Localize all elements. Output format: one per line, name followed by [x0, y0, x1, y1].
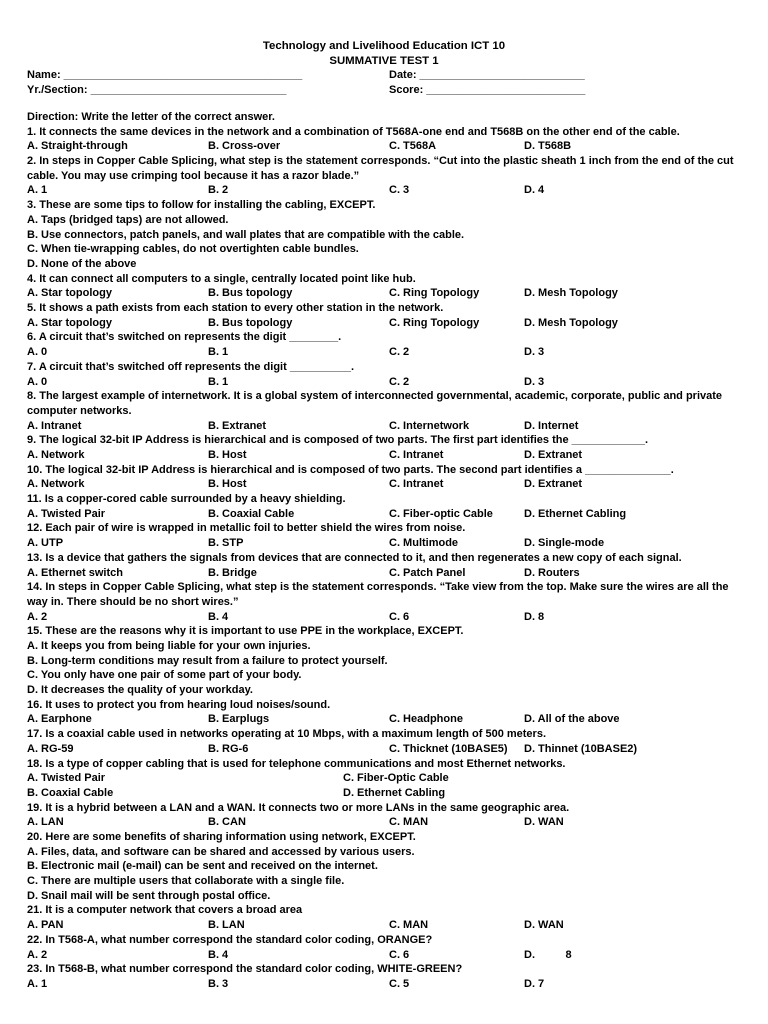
question-text: 3. These are some tips to follow for installing the cabling, EXCEPT.	[27, 199, 376, 212]
answer-options	[27, 948, 747, 963]
question-block	[27, 521, 747, 550]
answer-option: D. It decreases the quality of your workday.	[27, 684, 253, 697]
answer-options	[27, 419, 747, 434]
question-block	[27, 698, 747, 727]
date-field: Date: ___________________________	[389, 69, 585, 81]
answer-option: D. T568B	[524, 140, 572, 153]
answer-option: B. 4	[208, 948, 229, 961]
answer-option: D. WAN	[524, 919, 564, 932]
document-subtitle: SUMMATIVE TEST 1	[329, 54, 439, 67]
question-block	[27, 580, 747, 624]
question-text: 2. In steps in Copper Cable Splicing, what step is the statement corresponds. “Cut into the plastic sheath 1 inch from the end of the cut cable. You may use crimping tool because it has a razor blade.”	[27, 155, 734, 182]
answer-option: D. Ethernet Cabling	[343, 786, 446, 799]
answer-option: C. Intranet	[389, 478, 444, 491]
answer-option: C. T568A	[389, 140, 437, 153]
answer-option: D. All of the above	[524, 713, 620, 726]
question-text: 9. The logical 32-bit IP Address is hierarchical and is composed of two parts. The first part identifies the ____________.	[27, 434, 649, 447]
question-text: 22. In T568-A, what number correspond the standard color coding, ORANGE?	[27, 933, 433, 946]
answer-options	[27, 139, 747, 154]
answer-option: C. You only have one pair of some part of your body.	[27, 669, 302, 682]
answer-option: D. Snail mail will be sent through postal office.	[27, 889, 271, 902]
answer-option: C. Internetwork	[389, 419, 470, 432]
answer-option: A. Taps (bridged taps) are not allowed.	[27, 213, 229, 226]
answer-option: B. Bridge	[208, 566, 257, 579]
answer-options	[27, 771, 747, 786]
score-field: Score: __________________________	[389, 84, 586, 96]
answer-option: C. 2	[389, 375, 410, 388]
answer-options	[27, 345, 747, 360]
answer-option: D. WAN	[524, 816, 564, 829]
answer-option: A. 2	[27, 948, 48, 961]
answer-option: C. 6	[389, 610, 410, 623]
name-field: Name: _______________________________________	[27, 69, 303, 81]
answer-option: A. PAN	[27, 919, 64, 932]
question-block	[27, 801, 747, 830]
answer-options	[27, 183, 747, 198]
answer-options	[27, 712, 747, 727]
question-block	[27, 389, 747, 433]
questions-container	[27, 110, 747, 992]
question-text: 10. The logical 32-bit IP Address is hierarchical and is composed of two parts. The second part identifies a ______________.	[27, 463, 674, 476]
answer-option: A. 1	[27, 977, 48, 990]
answer-option: A. Star topology	[27, 287, 112, 300]
answer-option: B. 1	[208, 346, 229, 359]
answer-option: C. Ring Topology	[389, 287, 480, 300]
question-text: 7. A circuit that’s switched off represents the digit __________.	[27, 360, 355, 373]
answer-options	[27, 477, 747, 492]
answer-option: D. 4	[524, 184, 545, 197]
question-block	[27, 198, 747, 271]
question-text: 8. The largest example of internetwork. It is a global system of interconnected governmental, academic, corporate, public and private computer networks.	[27, 390, 723, 417]
answer-option: A. Intranet	[27, 419, 82, 432]
answer-option: B. Host	[208, 478, 247, 491]
question-text: 4. It can connect all computers to a single, centrally located point like hub.	[27, 272, 416, 285]
answer-option: A. Network	[27, 448, 85, 461]
question-block	[27, 962, 747, 991]
answer-option: A. It keeps you from being liable for your own injuries.	[27, 640, 311, 653]
answer-options	[27, 566, 747, 581]
question-text: 16. It uses to protect you from hearing loud noises/sound.	[27, 698, 331, 711]
answer-options	[27, 316, 747, 331]
question-block	[27, 624, 747, 697]
answer-option: A. Files, data, and software can be shared and accessed by various users.	[27, 845, 415, 858]
answer-option: B. Earplugs	[208, 713, 270, 726]
answer-option: C. When tie-wrapping cables, do not overtighten cable bundles.	[27, 243, 359, 256]
question-text: 6. A circuit that’s switched on represents the digit ________.	[27, 331, 342, 344]
answer-option: A. UTP	[27, 537, 64, 550]
question-block	[27, 154, 747, 198]
answer-option: C. Multimode	[389, 537, 459, 550]
question-text: 14. In steps in Copper Cable Splicing, what step is the statement corresponds. “Take view from the top. Make sure the wires are all the way in. There should be no short wires.”	[27, 581, 729, 608]
answer-option: D. 7	[524, 977, 545, 990]
answer-option: D. Mesh Topology	[524, 287, 618, 300]
answer-option: C. Intranet	[389, 448, 444, 461]
answer-option: A. Twisted Pair	[27, 772, 106, 785]
answer-option: C. 6	[389, 948, 410, 961]
answer-option: B. Host	[208, 448, 247, 461]
answer-option: C. 5	[389, 977, 410, 990]
answer-option: C. Ring Topology	[389, 316, 480, 329]
question-block	[27, 433, 747, 462]
answer-options	[27, 786, 747, 801]
answer-option: A. 1	[27, 184, 48, 197]
answer-option: D. Extranet	[524, 478, 583, 491]
answer-option: D. Thinnet (10BASE2)	[524, 742, 638, 755]
answer-option: C. MAN	[389, 919, 429, 932]
question-block	[27, 757, 747, 801]
answer-option: A. 2	[27, 610, 48, 623]
answer-options	[27, 977, 747, 992]
answer-options	[27, 815, 747, 830]
answer-option: C. There are multiple users that collaborate with a single file.	[27, 875, 345, 888]
question-text: 13. Is a device that gathers the signals from devices that are connected to it, and then regenerates a new copy of each signal.	[27, 551, 682, 564]
answer-option: A. Twisted Pair	[27, 507, 106, 520]
question-text: 12. Each pair of wire is wrapped in metallic foil to better shield the wires from noise.	[27, 522, 466, 535]
answer-option: B. Electronic mail (e-mail) can be sent and received on the internet.	[27, 860, 378, 873]
answer-option: A. RG-59	[27, 742, 74, 755]
answer-option: C. Thicknet (10BASE5)	[389, 742, 508, 755]
answer-option: A. Straight-through	[27, 140, 128, 153]
question-text: 23. In T568-B, what number correspond the standard color coding, WHITE-GREEN?	[27, 963, 463, 976]
answer-option: B. Coaxial Cable	[27, 786, 114, 799]
answer-option: A. LAN	[27, 816, 64, 829]
question-block	[27, 360, 747, 389]
question-block	[27, 830, 747, 903]
answer-option: C. 2	[389, 346, 410, 359]
answer-option: B. 3	[208, 977, 229, 990]
answer-option: A. Network	[27, 478, 85, 491]
answer-option: A. 0	[27, 375, 48, 388]
answer-options	[27, 918, 747, 933]
answer-options	[27, 610, 747, 625]
answer-option: B. STP	[208, 537, 244, 550]
question-text: 18. Is a type of copper cabling that is used for telephone communications and most Ethernet networks.	[27, 757, 566, 770]
question-text: 15. These are the reasons why it is important to use PPE in the workplace, EXCEPT.	[27, 625, 464, 638]
answer-option: D. Routers	[524, 566, 580, 579]
answer-option: B. Use connectors, patch panels, and wall plates that are compatible with the cable.	[27, 228, 465, 241]
answer-option: D. 3	[524, 346, 545, 359]
answer-options	[27, 286, 747, 301]
answer-options	[27, 448, 747, 463]
answer-option: D. Ethernet Cabling	[524, 507, 627, 520]
document-header	[0, 0, 768, 68]
answer-option: B. 4	[208, 610, 229, 623]
answer-option: D. 3	[524, 375, 545, 388]
question-block	[27, 125, 747, 154]
question-block	[27, 272, 747, 301]
answer-option: D. Extranet	[524, 448, 583, 461]
answer-option: B. Cross-over	[208, 140, 281, 153]
answer-option: D. Single-mode	[524, 537, 605, 550]
answer-option: C. MAN	[389, 816, 429, 829]
answer-option: B. Bus topology	[208, 316, 293, 329]
answer-option: A. Ethernet switch	[27, 566, 123, 579]
question-text: 17. Is a coaxial cable used in networks operating at 10 Mbps, with a maximum length of 500 meters.	[27, 728, 546, 741]
answer-option: D. 8	[524, 610, 545, 623]
answer-option: B. LAN	[208, 919, 245, 932]
answer-option: B. Long-term conditions may result from a failure to protect yourself.	[27, 654, 388, 667]
answer-options	[27, 507, 747, 522]
answer-option: A. Earphone	[27, 713, 92, 726]
question-text: 21. It is a computer network that covers a broad area	[27, 904, 303, 917]
answer-option: C. Fiber-optic Cable	[389, 507, 493, 520]
answer-option: B. 1	[208, 375, 229, 388]
answer-option: D. Mesh Topology	[524, 316, 618, 329]
question-block	[27, 463, 747, 492]
document-title: Technology and Livelihood Education ICT 10	[262, 40, 506, 52]
student-info	[27, 68, 768, 98]
directions: Direction: Write the letter of the correct answer.	[27, 111, 275, 123]
answer-options	[27, 742, 747, 757]
answer-option: A. Star topology	[27, 316, 112, 329]
question-block	[27, 301, 747, 330]
answer-option: D. None of the above	[27, 257, 137, 270]
section-field: Yr./Section: ________________________________	[27, 84, 287, 96]
answer-option: B. Coaxial Cable	[208, 507, 295, 520]
answer-option: C. Headphone	[389, 713, 463, 726]
question-block	[27, 492, 747, 521]
answer-option: B. Extranet	[208, 419, 267, 432]
answer-option: C. 3	[389, 184, 410, 197]
question-text: 11. Is a copper-cored cable surrounded by a heavy shielding.	[27, 493, 346, 506]
question-block	[27, 330, 747, 359]
question-block	[27, 551, 747, 580]
answer-option: C. Patch Panel	[389, 566, 466, 579]
answer-option: B. 2	[208, 184, 229, 197]
question-text: 5. It shows a path exists from each station to every other station in the network.	[27, 302, 444, 315]
answer-options	[27, 375, 747, 390]
answer-option: D. 8	[524, 948, 572, 961]
question-text: 1. It connects the same devices in the network and a combination of T568A-one end and T568B on the other end of the cable.	[27, 125, 680, 138]
answer-option: D. Internet	[524, 419, 579, 432]
answer-option: A. 0	[27, 346, 48, 359]
question-block	[27, 727, 747, 756]
question-block	[27, 933, 747, 962]
answer-option: C. Fiber-Optic Cable	[343, 772, 449, 785]
question-block	[27, 903, 747, 932]
answer-options	[27, 536, 747, 551]
answer-option: B. Bus topology	[208, 287, 293, 300]
question-text: 19. It is a hybrid between a LAN and a WAN. It connects two or more LANs in the same geographic area.	[27, 801, 570, 814]
answer-option: B. CAN	[208, 816, 246, 829]
question-text: 20. Here are some benefits of sharing information using network, EXCEPT.	[27, 831, 416, 844]
answer-option: B. RG-6	[208, 742, 249, 755]
